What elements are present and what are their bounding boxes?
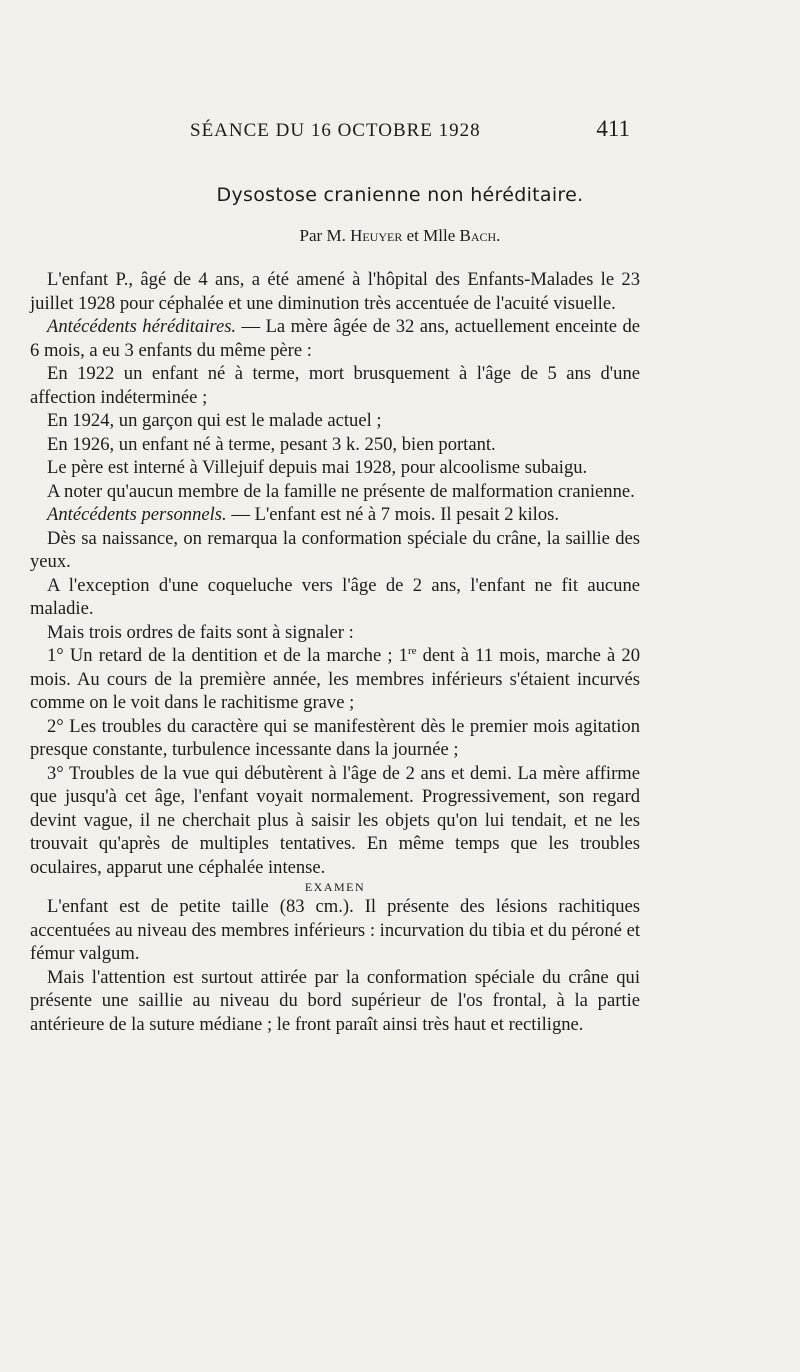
paragraph: L'enfant P., âgé de 4 ans, a été amené à l'hôpital des Enfants-Malades le 23 juillet 1928 pour céphalée et une diminution très accentuée de l'acuité visuelle.: [30, 269, 640, 314]
page-header: [190, 116, 630, 150]
paragraph: [30, 315, 640, 362]
running-head: SÉANCE DU 16 OCTOBRE 1928: [190, 120, 481, 141]
section-label: Antécédents héréditaires.: [47, 316, 237, 337]
authors-by: Par M.: [299, 226, 346, 245]
paragraph: L'enfant est de petite taille (83 cm.). Il présente des lésions rachitiques accentuées au niveau des membres inférieurs : incurvation du tibia et du péroné et fémur valgum.: [30, 896, 640, 964]
paragraph: En 1922 un enfant né à terme, mort brusquement à l'âge de 5 ans d'une affection indéterminée ;: [30, 363, 640, 408]
paragraph: Mais trois ordres de faits sont à signaler :: [47, 621, 354, 643]
section-heading: EXAMEN: [304, 880, 366, 894]
paragraph: Le père est interné à Villejuif depuis mai 1928, pour alcoolisme subaigu.: [47, 457, 588, 478]
paragraph: [30, 644, 640, 715]
superscript: re: [407, 644, 417, 657]
section-label: Antécédents personnels.: [47, 504, 227, 525]
paragraph-text: — L'enfant est né à 7 mois. Il pesait 2 kilos.: [226, 504, 559, 525]
paragraph: En 1924, un garçon qui est le malade actuel ;: [47, 410, 382, 431]
paragraph: Dès sa naissance, on remarqua la conformation spéciale du crâne, la saillie des yeux.: [30, 527, 640, 572]
paragraph-text: dent à 11 mois, marche à 20 mois. Au cours de la première année, les membres inférieurs s'étaient incurvés comme on le voit dans le rachitisme grave ;: [30, 645, 640, 713]
paragraph: 3° Troubles de la vue qui débutèrent à l'âge de 2 ans et demi. La mère affirme que jusqu'à cet âge, l'enfant voyait normalement. Progressivement, son regard devint vague, il ne cherchait plus à saisir les objets qu'on lui tendait, et ne les trouvait qu'après de multiples tentatives. En même temps que les troubles oculaires, apparut une céphalée intense.: [30, 762, 640, 878]
author-heuyer: Heuyer: [350, 226, 403, 245]
paragraph: 2° Les troubles du caractère qui se manifestèrent dès le premier mois agitation presque constante, turbulence incessante dans la journée ;: [30, 715, 640, 760]
authors-and: et Mlle: [406, 226, 456, 245]
page-number: 411: [596, 116, 630, 141]
paragraph-text: 1° Un retard de la dentition et de la marche ; 1: [47, 645, 408, 666]
paragraph: A l'exception d'une coqueluche vers l'âge de 2 ans, l'enfant ne fit aucune maladie.: [30, 574, 640, 619]
paragraph: [30, 503, 640, 527]
paragraph: Mais l'attention est surtout attirée par la conformation spéciale du crâne qui présente une saillie au niveau du bord supérieur de l'os frontal, à la partie antérieure de la suture médiane ; le front paraît ainsi très haut et rectiligne.: [30, 966, 640, 1035]
article-body: [30, 268, 640, 1036]
paragraph: A noter qu'aucun membre de la famille ne présente de malformation cranienne.: [47, 480, 635, 502]
article-title: Dysostose cranienne non héréditaire.: [216, 184, 584, 206]
paragraph-text: — La mère âgée de 32 ans, actuellement enceinte de 6 mois, a eu 3 enfants du même père :: [30, 316, 641, 361]
article-authors: [0, 226, 800, 246]
paragraph: En 1926, un enfant né à terme, pesant 3 k. 250, bien portant.: [47, 433, 496, 455]
author-bach: Bach.: [459, 226, 501, 245]
